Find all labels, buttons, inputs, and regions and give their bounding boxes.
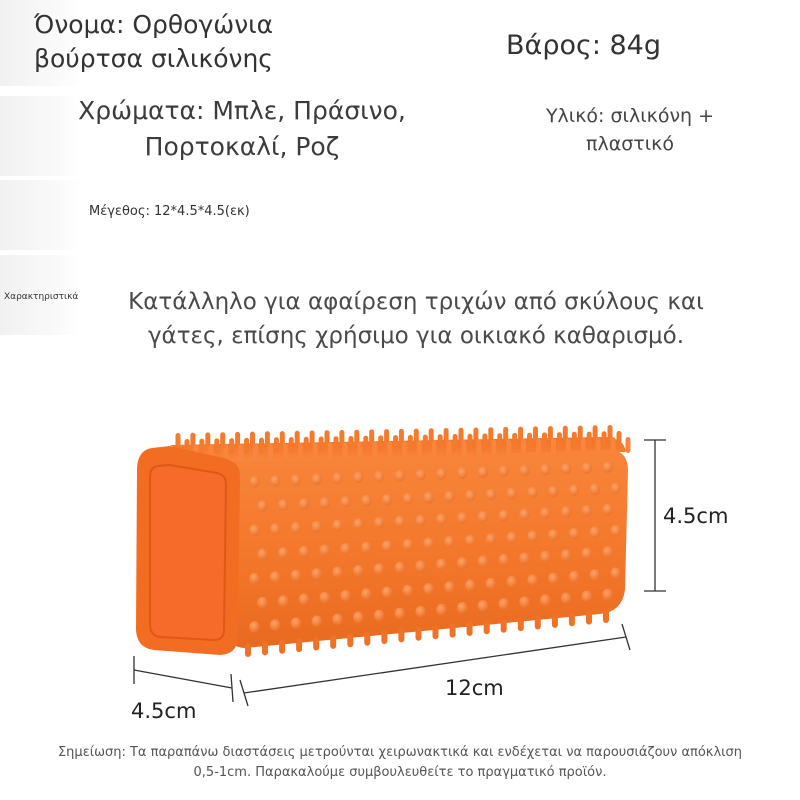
brush-bristle — [289, 437, 294, 453]
brush-nub — [602, 504, 612, 516]
brush-nub — [486, 489, 496, 501]
brush-bristle — [587, 432, 592, 448]
brush-nub — [457, 467, 467, 479]
brush-bristle — [304, 437, 309, 453]
brush-nub — [353, 472, 363, 484]
brush-nub — [507, 576, 517, 588]
brush-nub — [270, 523, 280, 535]
brush-bottom-nub — [245, 643, 251, 657]
note-line1: Σημείωση: Τα παραπάνω διαστάσεις μετρούνται χειρωνακτικά και ενδέχεται να παρουσιάζουν απόκλιση — [57, 745, 743, 760]
measurement-note — [20, 743, 780, 783]
brush-nub — [519, 509, 529, 521]
brush-nub — [590, 569, 600, 581]
brush-bristle — [259, 438, 264, 454]
brush-nub — [291, 474, 301, 486]
brush-nub — [332, 614, 342, 626]
brush-nub — [465, 535, 475, 547]
brush-nub — [340, 543, 350, 555]
note-line2: 0,5-1cm. Παρακαλούμε συμβουλευθείτε το πραγματικό προϊόν. — [193, 765, 607, 780]
brush-bristle — [432, 441, 437, 457]
brush-nub — [320, 592, 330, 604]
brush-bottom-nub — [433, 625, 439, 639]
brush-bristle — [453, 434, 458, 450]
brush-nub — [403, 539, 413, 551]
brush-bristle — [274, 437, 279, 453]
brush-bristle — [319, 437, 324, 453]
brush-bottom-nub — [586, 611, 592, 625]
brush-bristle — [447, 440, 452, 456]
brush-bristle — [462, 440, 467, 456]
brush-nub — [499, 554, 509, 566]
brush-nub — [299, 546, 309, 558]
brush-nub — [249, 621, 259, 633]
width-dimension-label: 4.5cm — [131, 699, 197, 723]
brush-nub — [540, 507, 550, 519]
product-colors-line2: Πορτοκαλί, Ροζ — [144, 132, 340, 161]
brush-bristle — [363, 436, 368, 452]
brush-nub — [374, 517, 384, 529]
features-line1: Κατάλληλο για αφαίρεση τριχών από σκύλους και — [128, 289, 704, 315]
brush-bottom-nub — [484, 620, 490, 634]
brush-bottom-nub — [279, 640, 285, 654]
brush-bristle — [298, 443, 303, 459]
brush-bristle — [491, 440, 496, 456]
brush-bristle — [343, 442, 348, 458]
brush-nub — [527, 531, 537, 543]
brush-bristle — [214, 438, 219, 454]
brush-bristle — [512, 433, 517, 449]
brush-bottom-nub — [296, 638, 302, 652]
brush-nub — [423, 492, 433, 504]
brush-bristle — [468, 434, 473, 450]
brush-bottom-nub — [262, 641, 268, 655]
brush-nub — [320, 497, 330, 509]
brush-bottom-nub — [603, 609, 609, 623]
brush-nub — [374, 563, 384, 575]
brush-nub — [507, 532, 517, 544]
brush-bottom-nub — [501, 619, 507, 633]
brush-bristle — [477, 440, 482, 456]
brush-bottom-nub — [381, 630, 387, 644]
brush-nub — [457, 512, 467, 524]
brush-bristle — [497, 433, 502, 449]
product-name-line2: βούρτσα σιλικόνης — [34, 44, 273, 73]
brush-nub — [519, 465, 529, 477]
brush-bristle — [482, 434, 487, 450]
brush-bristle — [244, 438, 249, 454]
brush-nub — [507, 488, 517, 500]
brush-nub — [444, 536, 454, 548]
brush-bristle — [372, 442, 377, 458]
brush-nub — [382, 587, 392, 599]
brush-nub — [569, 485, 579, 497]
product-material-line2: πλαστικό — [586, 133, 674, 155]
brush-nub — [257, 549, 267, 561]
product-name-line1: Όνομα: Ορθογώνια — [34, 10, 274, 39]
width-dimension-line — [134, 670, 232, 688]
brush-nub — [332, 473, 342, 485]
brush-bristle — [506, 439, 511, 455]
brush-nub — [561, 549, 571, 561]
brush-nub — [590, 526, 600, 538]
brush-bristle — [402, 441, 407, 457]
brush-bristle — [283, 443, 288, 459]
brush-bottom-nub — [398, 628, 404, 642]
brush-nub — [278, 499, 288, 511]
brush-nub — [436, 513, 446, 525]
brush-nub — [444, 581, 454, 593]
brush-nub — [415, 560, 425, 572]
brush-nub — [519, 552, 529, 564]
brush-nub — [569, 528, 579, 540]
brush-bristle — [572, 432, 577, 448]
brush-nub — [312, 521, 322, 533]
brush-nub — [382, 540, 392, 552]
brush-nub — [602, 589, 612, 601]
brush-nub — [436, 604, 446, 616]
brush-nub — [361, 542, 371, 554]
brush-nub — [561, 592, 571, 604]
length-dimension-label: 12cm — [445, 676, 504, 700]
brush-nub — [312, 568, 322, 580]
brush-nub — [291, 617, 301, 629]
brush-nub — [395, 562, 405, 574]
brush-nub — [457, 602, 467, 614]
brush-nub — [527, 487, 537, 499]
brush-bristle — [542, 432, 547, 448]
brush-nub — [499, 598, 509, 610]
brush-nub — [270, 571, 280, 583]
brush-bristle — [557, 432, 562, 448]
brush-bristle — [328, 443, 333, 459]
brush-nub — [382, 494, 392, 506]
brush-nub — [320, 544, 330, 556]
brush-nub — [415, 606, 425, 618]
brush-nub — [353, 518, 363, 530]
brush-nub — [332, 567, 342, 579]
brush-nub — [540, 551, 550, 563]
brush-bristle — [408, 435, 413, 451]
brush-nub — [395, 516, 405, 528]
brush-bottom-nub — [330, 635, 336, 649]
brush-nub — [374, 471, 384, 483]
brush-bristle — [387, 441, 392, 457]
brush-nub — [548, 573, 558, 585]
product-size: Μέγεθος: 12*4.5*4.5(εκ) — [89, 204, 250, 219]
brush-nub — [436, 559, 446, 571]
brush-bristle — [229, 438, 234, 454]
brush-bristle — [357, 442, 362, 458]
brush-bottom-nub — [518, 617, 524, 631]
brush-nub — [353, 565, 363, 577]
brush-nub — [436, 468, 446, 480]
brush-nub — [582, 591, 592, 603]
brush-bristle — [417, 441, 422, 457]
brush-nub — [403, 585, 413, 597]
brush-bristle — [253, 444, 258, 460]
brush-nub — [540, 464, 550, 476]
brush-nub — [249, 476, 259, 488]
brush-nub — [415, 515, 425, 527]
brush-bottom-nub — [416, 627, 422, 641]
brush-nub — [299, 593, 309, 605]
brush-nub — [610, 567, 620, 579]
brush-nub — [486, 533, 496, 545]
brush-bristle — [313, 443, 318, 459]
brush-nub — [548, 486, 558, 498]
brush-nub — [312, 473, 322, 485]
brush-nub — [270, 619, 280, 631]
brush-nub — [465, 490, 475, 502]
brush-nub — [478, 466, 488, 478]
brush-nub — [582, 462, 592, 474]
features-label: Χαρακτηριστικά — [4, 292, 79, 302]
brush-nub — [486, 578, 496, 590]
brush-bottom-nub — [450, 624, 456, 638]
brush-nub — [444, 491, 454, 503]
brush-nub — [561, 463, 571, 475]
brush-bristle — [617, 431, 622, 447]
brush-bristle — [223, 444, 228, 460]
product-material-line1: Υλικό: σιλικόνη + — [545, 105, 715, 127]
brush-front-face — [228, 450, 628, 648]
brush-bottom-nub — [313, 637, 319, 651]
brush-nub — [590, 484, 600, 496]
brush-nub — [278, 595, 288, 607]
brush-bristle — [602, 431, 607, 447]
brush-nub — [423, 583, 433, 595]
brush-nub — [340, 496, 350, 508]
brush-nub — [415, 469, 425, 481]
brush-nub — [465, 580, 475, 592]
brush-nub — [423, 537, 433, 549]
features-line2: γάτες, επίσης χρήσιμο για οικιακό καθαρισμό. — [147, 323, 685, 349]
brush-bottom-nub — [552, 614, 558, 628]
brush-nub — [257, 500, 267, 512]
brush-nub — [299, 498, 309, 510]
brush-bristle — [423, 435, 428, 451]
brush-bottom-nub — [569, 612, 575, 626]
brush-nub — [249, 524, 259, 536]
brush-nub — [478, 556, 488, 568]
brush-nub — [457, 557, 467, 569]
brush-bristle — [334, 436, 339, 452]
brush-bottom-nub — [347, 633, 353, 647]
brush-bristle — [348, 436, 353, 452]
brush-nub — [291, 570, 301, 582]
brush-nub — [395, 470, 405, 482]
brush-nub — [312, 615, 322, 627]
brush-nub — [353, 612, 363, 624]
brush-nub — [582, 548, 592, 560]
brush-bristle — [521, 439, 526, 455]
brush-nub — [519, 596, 529, 608]
brush-end-recess — [150, 465, 226, 640]
brush-nub — [602, 461, 612, 473]
brush-bristle — [527, 433, 532, 449]
brush-bristle — [268, 444, 273, 460]
brush-bottom-nub — [535, 616, 541, 630]
brush-nub — [548, 529, 558, 541]
brush-bristle — [199, 439, 204, 455]
brush-nub — [291, 522, 301, 534]
brush-nub — [499, 466, 509, 478]
brush-nub — [361, 588, 371, 600]
brush-bristle — [626, 437, 631, 453]
brush-nub — [278, 547, 288, 559]
brush-nub — [561, 506, 571, 518]
brush-nub — [569, 571, 579, 583]
brush-nub — [540, 594, 550, 606]
brush-bristle — [238, 444, 243, 460]
brush-bristle — [393, 435, 398, 451]
brush-nub — [270, 475, 280, 487]
brush-bristle — [176, 433, 181, 449]
brush-nub — [332, 520, 342, 532]
brush-nub — [340, 590, 350, 602]
brush-nub — [610, 525, 620, 537]
brush-nub — [395, 608, 405, 620]
silicone-brush — [136, 425, 631, 657]
brush-nub — [361, 495, 371, 507]
height-dimension-label: 4.5cm — [663, 504, 729, 528]
brush-bottom-nub — [364, 632, 370, 646]
brush-nub — [478, 600, 488, 612]
brush-nub — [602, 546, 612, 558]
brush-nub — [374, 610, 384, 622]
product-weight: Βάρος: 84g — [506, 30, 661, 61]
product-colors-line1: Χρώματα: Μπλε, Πράσινο, — [78, 96, 406, 125]
brush-bottom-nub — [467, 622, 473, 636]
brush-bristle — [378, 435, 383, 451]
brush-bristle — [438, 434, 443, 450]
brush-nub — [403, 493, 413, 505]
brush-nub — [249, 573, 259, 585]
brush-nub — [499, 510, 509, 522]
brush-nub — [478, 511, 488, 523]
brush-nub — [527, 574, 537, 586]
brush-nub — [582, 505, 592, 517]
brush-nub — [257, 597, 267, 609]
brush-nub — [610, 482, 620, 494]
